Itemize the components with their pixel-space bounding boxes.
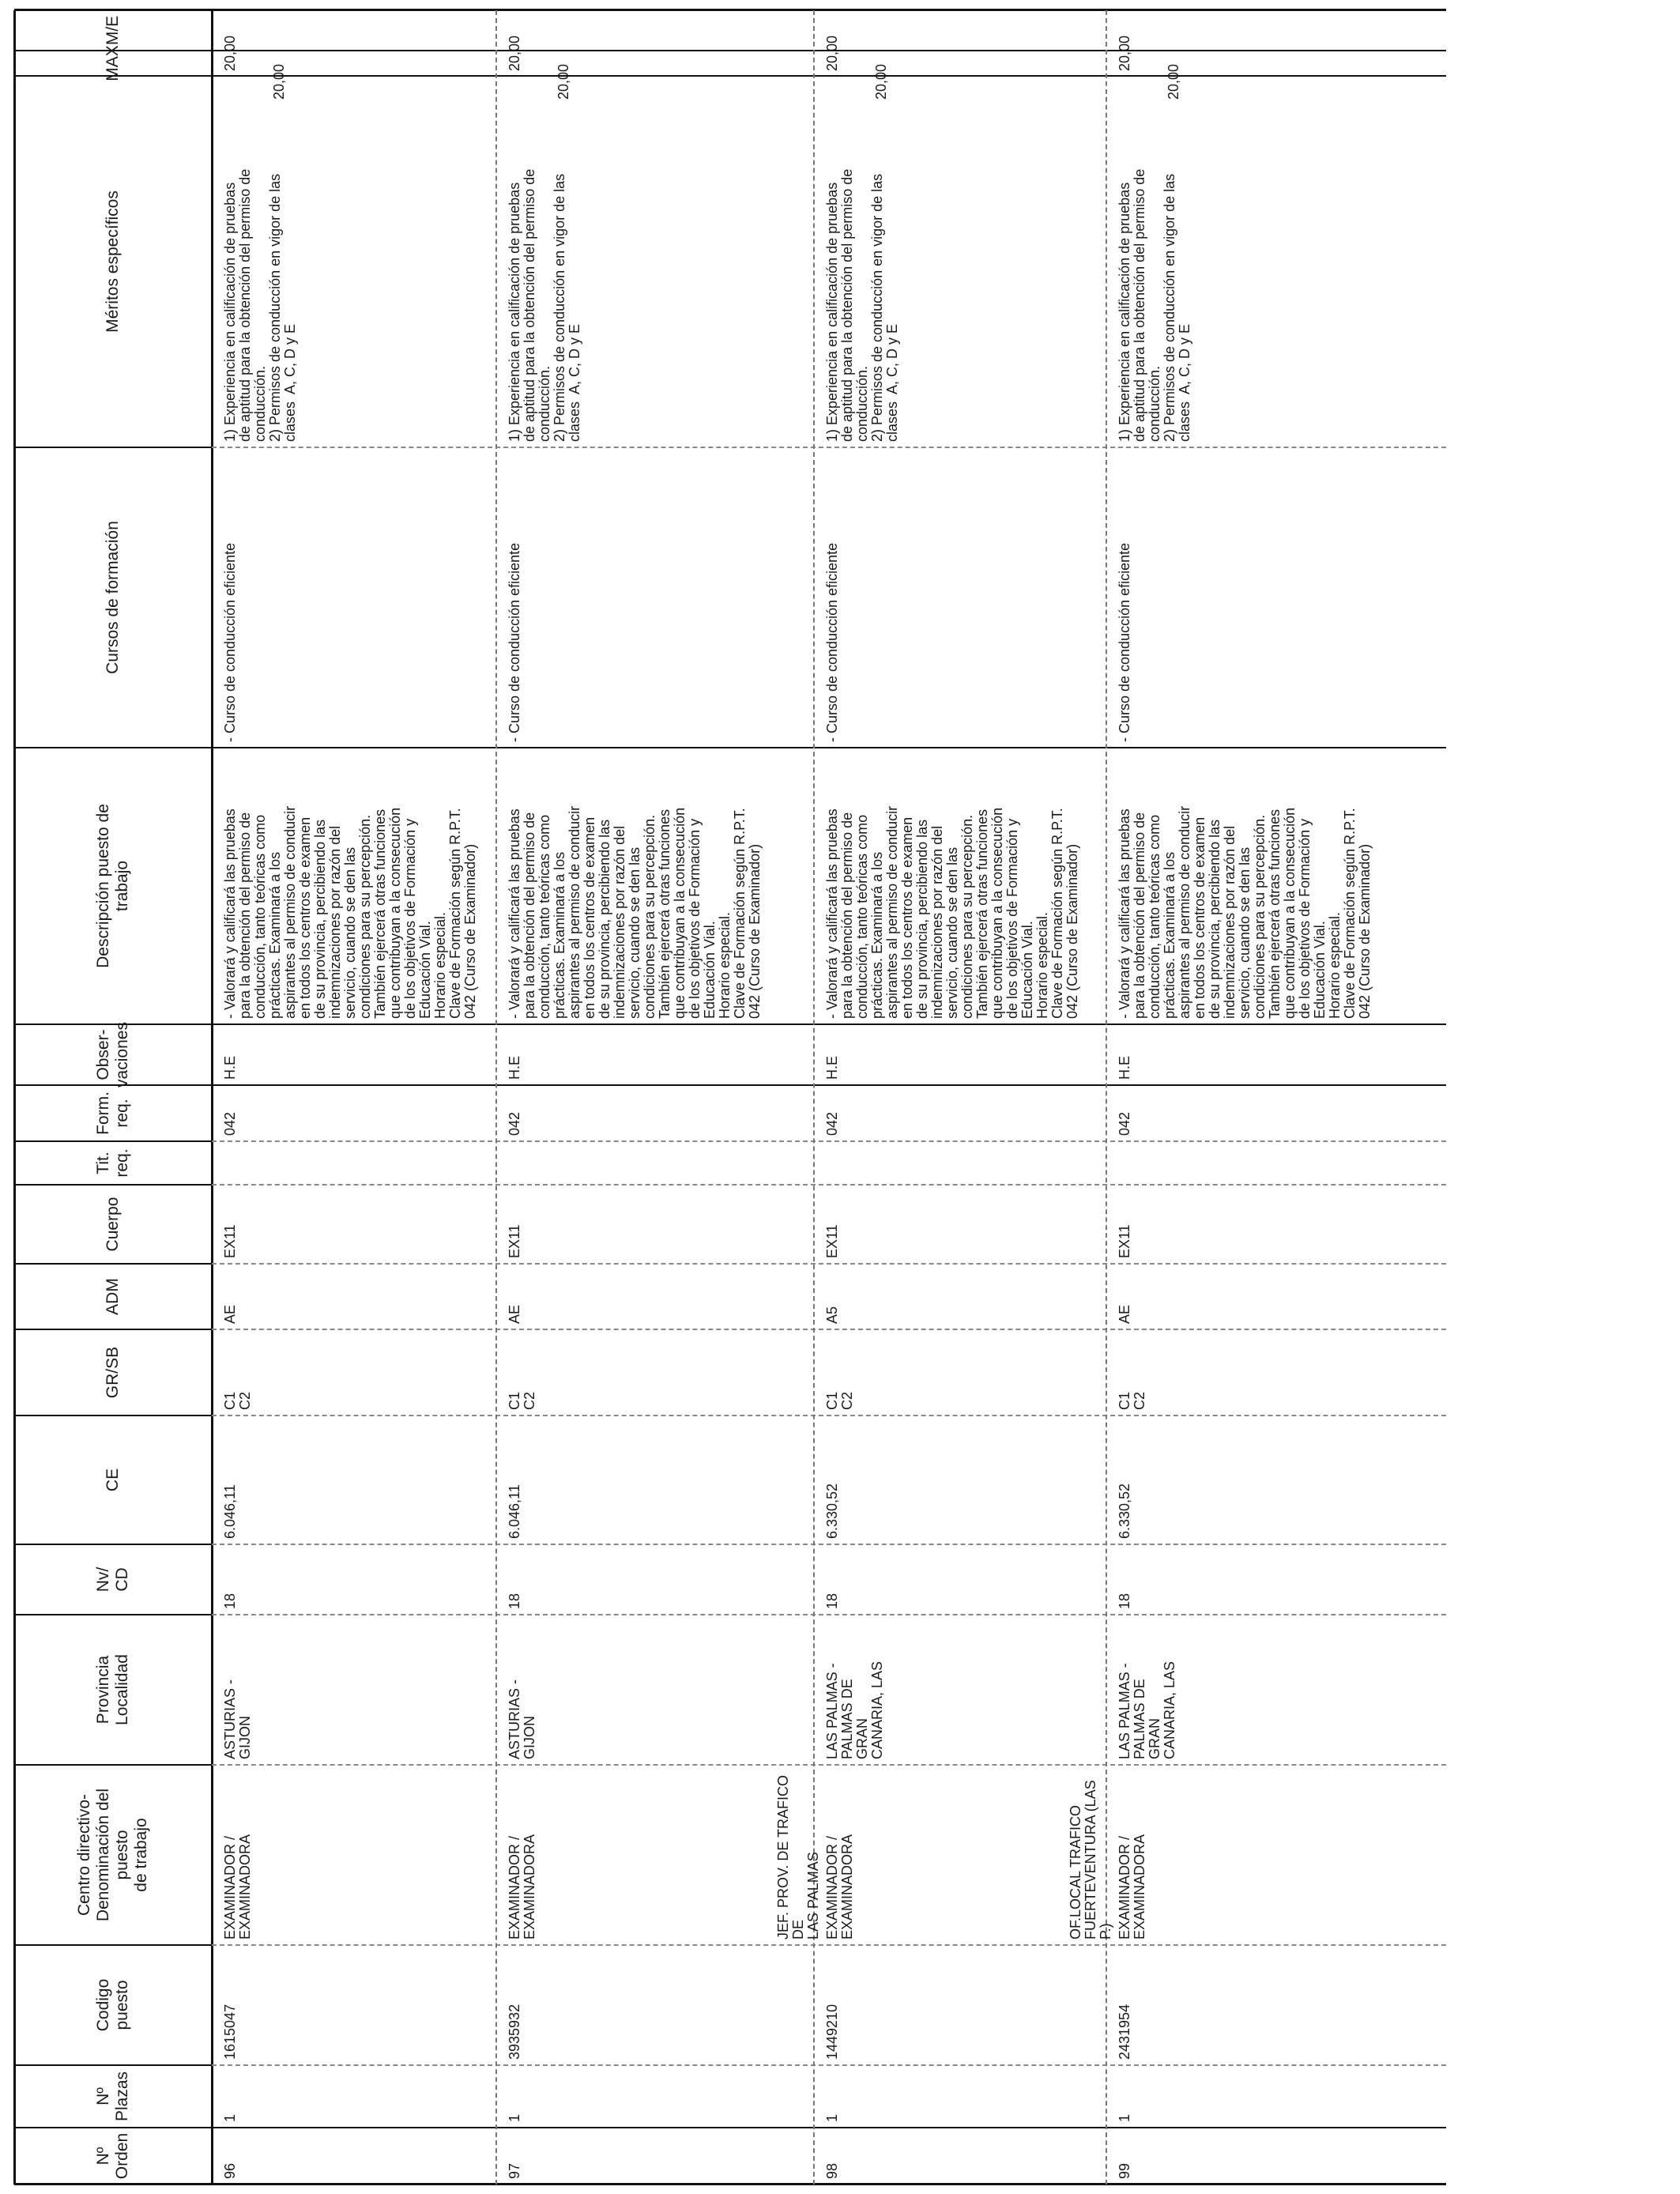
cell-nivel: 18 [824, 1593, 840, 1609]
column-separator [212, 447, 1446, 448]
column-separator [212, 1184, 1446, 1186]
cell-nivel: 18 [222, 1593, 238, 1609]
column-separator [212, 2064, 1446, 2066]
column-header-codigo: Codigo puesto [94, 1978, 131, 2032]
cell-descripcion: - Valorará y calificará las pruebas para la obtención del permiso de conducción, tanto teóricas como prácticas. Examinará a los aspirantes al permiso de conducir en todos los centros de examen de su provincia, percibiendo las indemnizaciones por razón del servicio, cuando se den las condiciones para su percepción. También ejercerá otras funciones que contribuyan a la consecución de los objetivos de Formación y Educación Vial. Horario especial. Clave de Formación según R.P.T. 042 (Curso de Examinador) [1117, 805, 1373, 1019]
cell-codigo: 3935932 [507, 2004, 522, 2060]
cell-cuerpo: EX11 [1117, 1224, 1132, 1258]
column-separator [212, 1944, 1446, 1946]
cell-codigo: 1615047 [222, 2004, 238, 2060]
cell-orden: 96 [222, 2162, 238, 2179]
cell-adm: A5 [824, 1306, 840, 1324]
column-header-meritos: Méritos específicos [104, 190, 122, 333]
cell-max-2: 20,00 [873, 63, 889, 100]
column-header-cursos: Cursos de formación [104, 521, 122, 674]
cell-obs: H.E [1117, 1055, 1132, 1080]
cell-max-1: 20,00 [1117, 35, 1132, 71]
cell-adm: AE [1117, 1304, 1132, 1324]
cell-codigo: 1449210 [824, 2004, 840, 2060]
cell-cuerpo: EX11 [222, 1224, 238, 1258]
cell-max-1: 20,00 [222, 35, 238, 71]
cell-tit [507, 1144, 811, 1179]
table-right-border [14, 9, 1446, 12]
cell-cursos: - Curso de conducción eficiente [222, 542, 238, 742]
cell-ce: 6.046,11 [222, 1484, 238, 1539]
column-separator [212, 1614, 1446, 1615]
cell-meritos: 1) Experiencia en calificación de pruebas de aptitud para la obtención del permiso de conducción. 2) Permisos de conducción en vigor de las clases A, C, D y E [824, 168, 900, 442]
column-separator [212, 1764, 1446, 1766]
cell-form: 042 [222, 1111, 238, 1136]
cell-cuerpo: EX11 [824, 1224, 840, 1258]
cell-provincia: ASTURIAS - GIJON [222, 1679, 253, 1759]
cell-max-2: 20,00 [1166, 63, 1181, 100]
cell-cursos: - Curso de conducción eficiente [507, 542, 522, 742]
column-separator [212, 1263, 1446, 1265]
column-header-form: Form. req. [94, 1091, 131, 1135]
column-separator [212, 1415, 1446, 1416]
column-header-provincia: Provincia Localidad [94, 1654, 131, 1725]
cell-cuerpo: EX11 [507, 1224, 522, 1258]
cell-ce: 6.330,52 [1117, 1483, 1132, 1539]
cell-descripcion: - Valorará y calificará las pruebas para la obtención del permiso de conducción, tanto teóricas como prácticas. Examinará a los aspirantes al permiso de conducir en todos los centros de examen de su provincia, percibiendo las indemnizaciones por razón del servicio, cuando se den las condiciones para su percepción. También ejercerá otras funciones que contribuyan a la consecución de los objetivos de Formación y Educación Vial. Horario especial. Clave de Formación según R.P.T. 042 (Curso de Examinador) [222, 805, 478, 1019]
cell-centro-directivo: OF.LOCAL TRAFICO FUERTEVENTURA (LAS P.) [1068, 1780, 1113, 1940]
column-separator [212, 2127, 1446, 2128]
column-header-max: MAX [104, 45, 122, 81]
column-separator [212, 747, 1446, 748]
cell-meritos: 1) Experiencia en calificación de pruebas de aptitud para la obtención del permiso de conducción. 2) Permisos de conducción en vigor de las clases A, C, D y E [222, 168, 298, 442]
table-left-border [14, 2184, 1446, 2186]
row-separator [495, 10, 497, 2185]
cell-plazas: 1 [1117, 2113, 1132, 2122]
cell-max-1: 20,00 [507, 35, 522, 71]
cell-form: 042 [507, 1111, 522, 1136]
cell-grupo: C1 C2 [1117, 1391, 1147, 1410]
cell-max-1: 20,00 [824, 35, 840, 71]
cell-provincia: ASTURIAS - GIJON [507, 1679, 537, 1759]
cell-max-2: 20,00 [271, 63, 287, 100]
column-header-tit: Tit. req. [94, 1148, 131, 1178]
cell-meritos: 1) Experiencia en calificación de pruebas de aptitud para la obtención del permiso de conducción. 2) Permisos de conducción en vigor de las clases A, C, D y E [507, 168, 582, 442]
column-separator [212, 1140, 1446, 1142]
column-header-cuerpo: Cuerpo [104, 1197, 122, 1252]
cell-grupo: C1 C2 [507, 1391, 537, 1410]
cell-grupo: C1 C2 [222, 1391, 253, 1410]
cell-meritos: 1) Experiencia en calificación de pruebas de aptitud para la obtención del permiso de conducción. 2) Permisos de conducción en vigor de las clases A, C, D y E [1117, 168, 1192, 442]
cell-ce: 6.046,11 [507, 1484, 522, 1539]
column-header-descripcion: Descripción puesto de trabajo [94, 804, 131, 968]
column-separator [212, 1329, 1446, 1330]
cell-nivel: 18 [1117, 1593, 1132, 1609]
cell-adm: AE [507, 1304, 522, 1324]
column-header-orden: Nº Orden [94, 2132, 131, 2180]
cell-max-2: 20,00 [556, 63, 571, 100]
cell-denominacion: EXAMINADOR / EXAMINADORA [1117, 1834, 1147, 1940]
cell-adm: AE [222, 1304, 238, 1324]
cell-denominacion: EXAMINADOR / EXAMINADORA [222, 1834, 253, 1940]
column-header-plazas: Nº Plazas [94, 2071, 131, 2122]
cell-cursos: - Curso de conducción eficiente [824, 542, 840, 742]
cell-plazas: 1 [222, 2113, 238, 2122]
cell-plazas: 1 [824, 2113, 840, 2122]
column-separator [212, 1544, 1446, 1545]
cell-orden: 99 [1117, 2162, 1132, 2179]
column-header-nivel: Nv/ CD [94, 1566, 131, 1593]
cell-cursos: - Curso de conducción eficiente [1117, 542, 1132, 742]
column-separator [212, 1084, 1446, 1086]
cell-orden: 97 [507, 2162, 522, 2179]
cell-provincia: LAS PALMAS - PALMAS DE GRAN CANARIA, LAS [1117, 1661, 1177, 1759]
cell-denominacion: EXAMINADOR / EXAMINADORA [507, 1834, 537, 1940]
cell-form: 042 [824, 1111, 840, 1136]
cell-ce: 6.330,52 [824, 1483, 840, 1539]
row-separator [1106, 10, 1107, 2185]
cell-tit [825, 1144, 1103, 1179]
cell-obs: H.E [222, 1055, 238, 1080]
cell-obs: H.E [824, 1055, 840, 1080]
column-separator [212, 75, 1446, 77]
cell-obs: H.E [507, 1055, 522, 1080]
column-separator [212, 1023, 1446, 1025]
column-header-grupo: GR/SB [104, 1346, 122, 1399]
cell-descripcion: - Valorará y calificará las pruebas para la obtención del permiso de conducción, tanto teóricas como prácticas. Examinará a los aspirantes al permiso de conducir en todos los centros de examen de su provincia, percibiendo las indemnizaciones por razón del servicio, cuando se den las condiciones para su percepción. También ejercerá otras funciones que contribuyan a la consecución de los objetivos de Formación y Educación Vial. Horario especial. Clave de Formación según R.P.T. 042 (Curso de Examinador) [507, 805, 763, 1019]
column-header-me: M/E [104, 15, 122, 46]
cell-tit [1117, 1144, 1443, 1179]
cell-provincia: LAS PALMAS - PALMAS DE GRAN CANARIA, LAS [824, 1661, 885, 1759]
column-header-ce: CE [104, 1468, 122, 1492]
cell-plazas: 1 [507, 2113, 522, 2122]
cell-codigo: 2431954 [1117, 2004, 1132, 2060]
cell-nivel: 18 [507, 1593, 522, 1609]
column-header-centro: Centro directivo- Denominación del puesto de trabajo [75, 1788, 150, 1922]
cell-orden: 98 [824, 2162, 840, 2179]
column-header-adm: ADM [104, 1278, 122, 1315]
cell-centro-directivo: JEF. PROV. DE TRAFICO DE LAS PALMAS [775, 1774, 821, 1940]
cell-descripcion: - Valorará y calificará las pruebas para la obtención del permiso de conducción, tanto teóricas como prácticas. Examinará a los aspirantes al permiso de conducir en todos los centros de examen de su provincia, percibiendo las indemnizaciones por razón del servicio, cuando se den las condiciones para su percepción. También ejercerá otras funciones que contribuyan a la consecución de los objetivos de Formación y Educación Vial. Horario especial. Clave de Formación según R.P.T. 042 (Curso de Examinador) [824, 805, 1080, 1019]
cell-denominacion: EXAMINADOR / EXAMINADORA [824, 1834, 855, 1940]
cell-form: 042 [1117, 1111, 1132, 1136]
cell-grupo: C1 C2 [824, 1391, 855, 1410]
column-header-obs: Obser- vaciones [94, 1022, 131, 1088]
cell-tit [223, 1144, 493, 1179]
